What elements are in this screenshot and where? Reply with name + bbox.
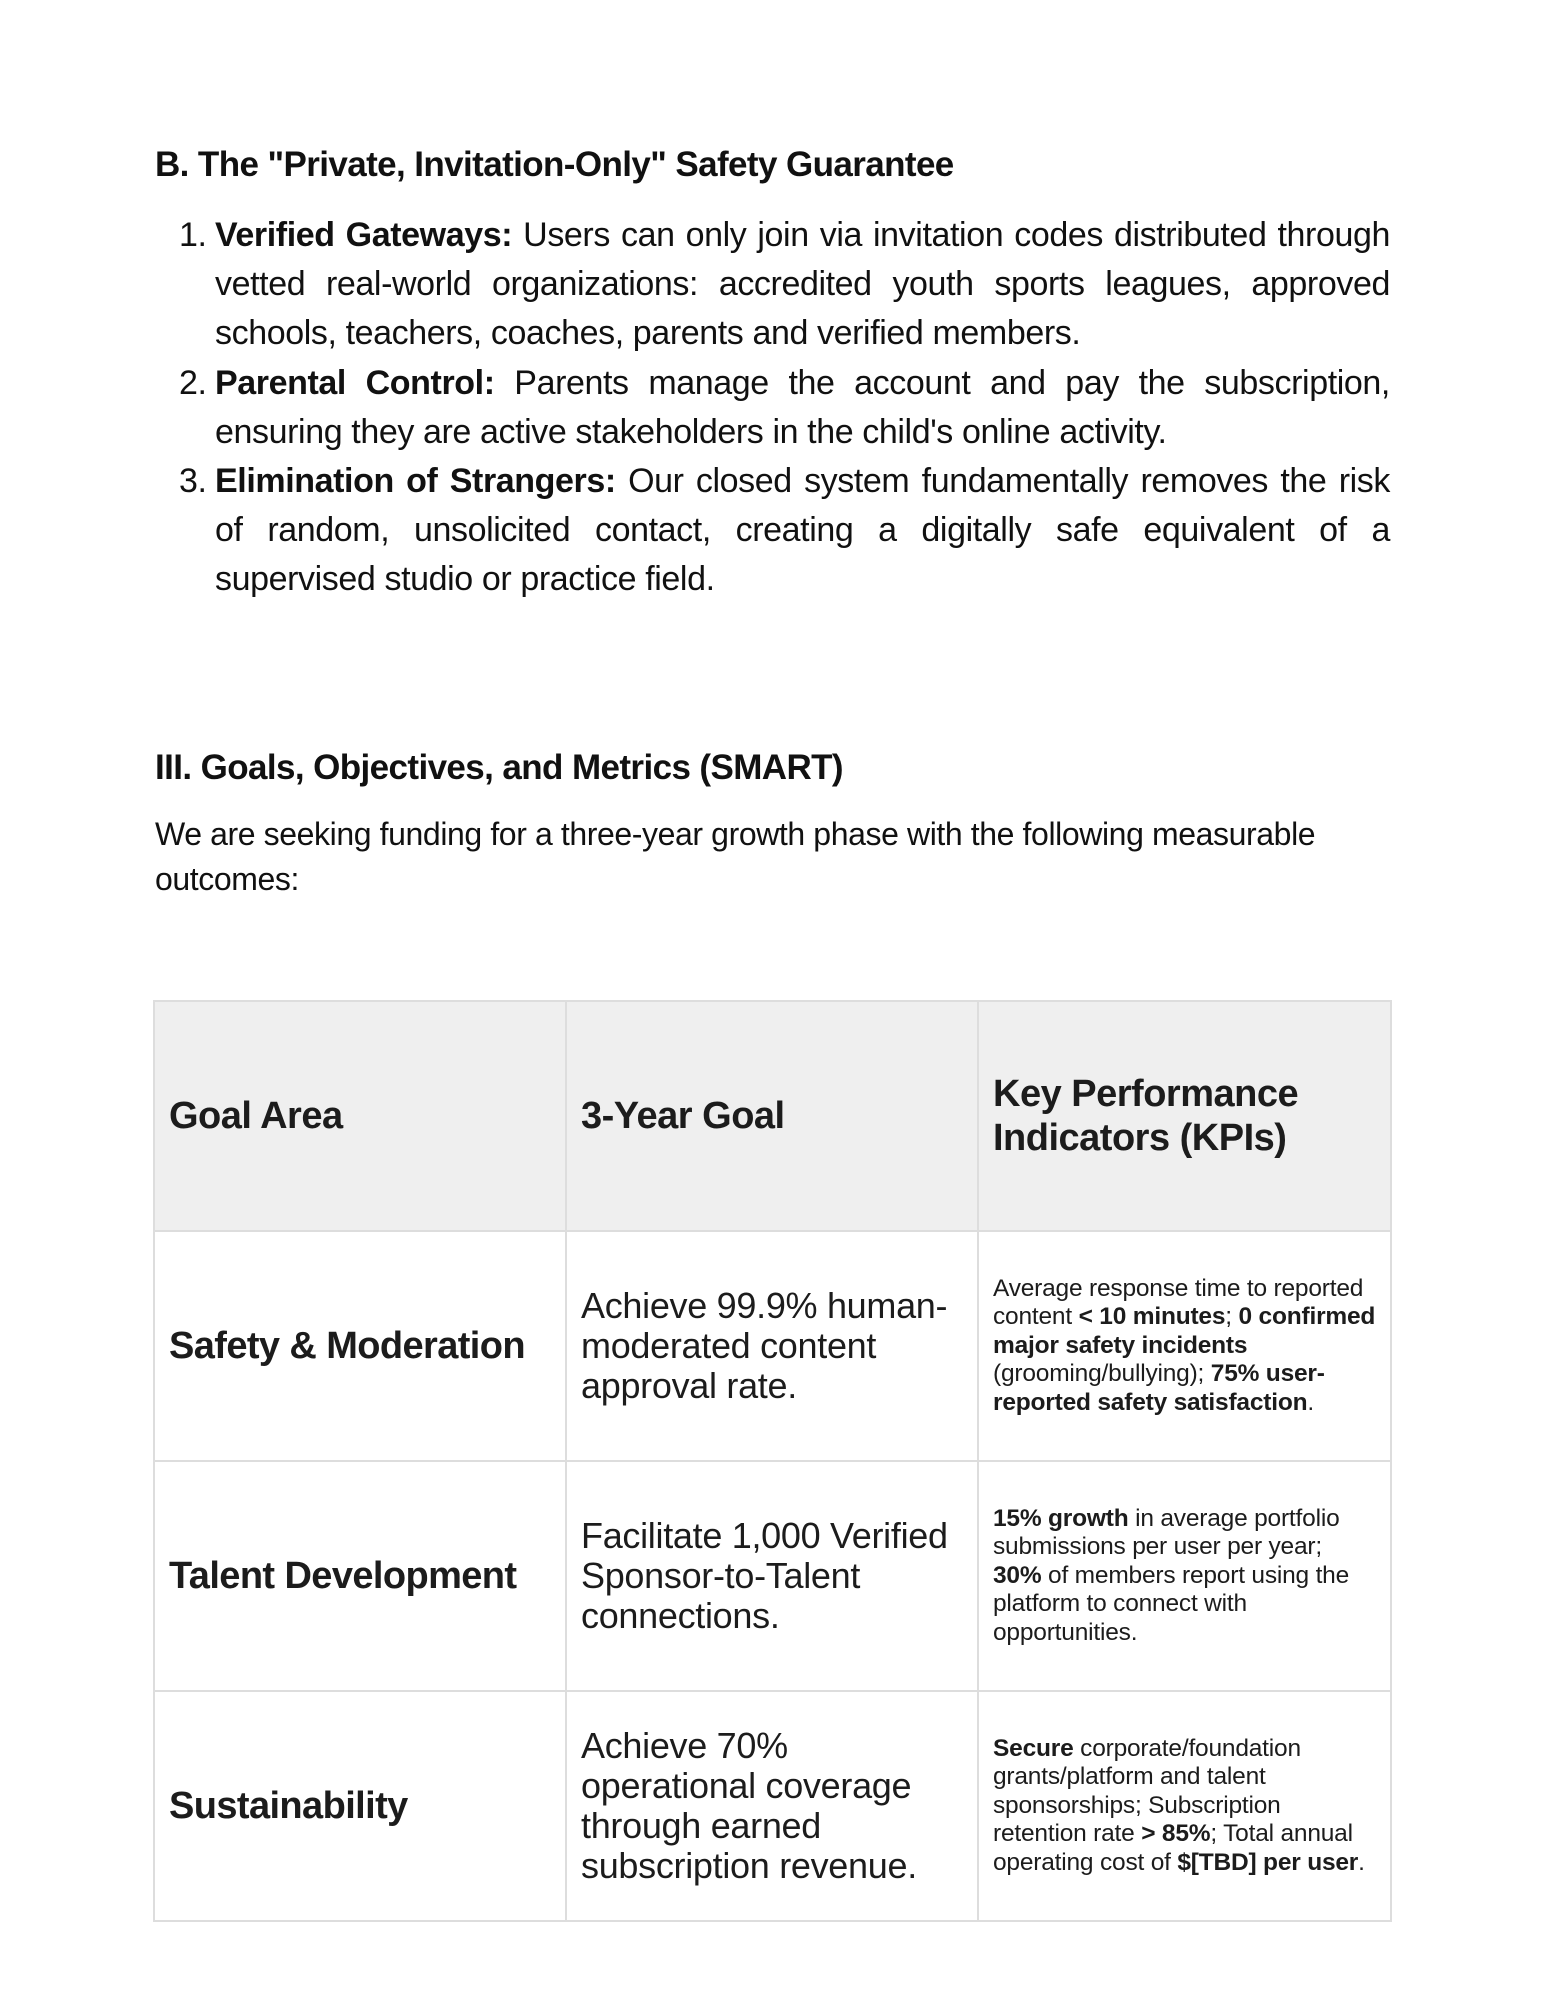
section-b-heading: B. The "Private, Invitation-Only" Safety Guarantee xyxy=(155,145,954,184)
kpi-text: in average portfolio submissions per user per year; xyxy=(993,1504,1340,1561)
kpi-cell xyxy=(978,1461,1391,1691)
list-item xyxy=(155,211,1390,359)
kpi-text: . xyxy=(1307,1388,1314,1416)
list-number: 1. xyxy=(179,216,207,254)
list-number: 2. xyxy=(179,363,207,402)
list-item-text: Parents manage the account and pay the subscription, ensuring they are active stakeholders in the child's online activity. xyxy=(215,363,1390,451)
kpi-text: . xyxy=(1358,1848,1365,1876)
kpi-text: of members report using the platform to connect with opportunities. xyxy=(993,1561,1350,1646)
list-item-title: Parental Control: xyxy=(215,363,495,402)
kpi-emphasis: 0 confirmed major safety incidents xyxy=(993,1303,1376,1359)
list-item-title: Verified Gateways: xyxy=(215,216,513,254)
header-3-year-goal: 3-Year Goal xyxy=(566,1001,978,1231)
kpi-emphasis: 75% user-reported safety satisfaction xyxy=(993,1360,1325,1416)
table-row xyxy=(154,1691,1391,1921)
goal-area-cell: Safety & Moderation xyxy=(154,1231,566,1461)
header-goal-area: Goal Area xyxy=(154,1001,566,1231)
goal-cell: Achieve 99.9% human-moderated content approval rate. xyxy=(566,1231,978,1461)
kpi-emphasis: < 10 minutes xyxy=(1078,1303,1226,1331)
kpi-text: corporate/foundation grants/platform and talent sponsorships; Subscription retention rate xyxy=(993,1734,1301,1848)
list-item xyxy=(155,359,1390,457)
kpi-emphasis: 15% growth xyxy=(993,1504,1129,1532)
goal-cell: Achieve 70% operational coverage through earned subscription revenue. xyxy=(566,1691,978,1921)
table-header-row xyxy=(154,1001,1391,1231)
goal-cell: Facilitate 1,000 Verified Sponsor-to-Talent connections. xyxy=(566,1461,978,1691)
kpi-text: (grooming/bullying); xyxy=(993,1360,1211,1388)
kpi-text: ; Total annual operating cost of xyxy=(993,1820,1353,1876)
section-iii-intro: We are seeking funding for a three-year growth phase with the following measurable outcomes: xyxy=(155,816,1316,897)
kpi-cell xyxy=(978,1691,1391,1921)
header-kpis: Key Performance Indicators (KPIs) xyxy=(978,1001,1391,1231)
kpi-emphasis: Secure xyxy=(993,1734,1074,1762)
list-item-title: Elimination of Strangers: xyxy=(215,462,616,501)
kpi-emphasis: > 85% xyxy=(1141,1820,1211,1848)
table-row xyxy=(154,1231,1391,1461)
kpi-emphasis: 30% xyxy=(993,1561,1042,1589)
list-number: 3. xyxy=(179,462,207,501)
list-item xyxy=(155,457,1390,605)
goal-area-cell: Sustainability xyxy=(154,1691,566,1921)
list-item-text: Users can only join via invitation codes distributed through vetted real-world organizations: accredited youth sports leagues, approved schools, teachers, coaches, parents and verified members. xyxy=(215,216,1390,353)
goals-kpi-table xyxy=(153,1000,1392,1922)
section-iii-heading: III. Goals, Objectives, and Metrics (SMART) xyxy=(155,748,843,787)
kpi-emphasis: $[TBD] per user xyxy=(1177,1848,1359,1876)
list-item-text: Our closed system fundamentally removes the risk of random, unsolicited contact, creating a digitally safe equivalent of a supervised studio or practice field. xyxy=(215,462,1390,599)
kpi-text: ; xyxy=(1225,1303,1239,1331)
kpi-text: Average response time to reported content xyxy=(993,1274,1364,1331)
kpi-cell xyxy=(978,1231,1391,1461)
goal-area-cell: Talent Development xyxy=(154,1461,566,1691)
table-row xyxy=(154,1461,1391,1691)
safety-guarantee-list xyxy=(155,211,1390,605)
